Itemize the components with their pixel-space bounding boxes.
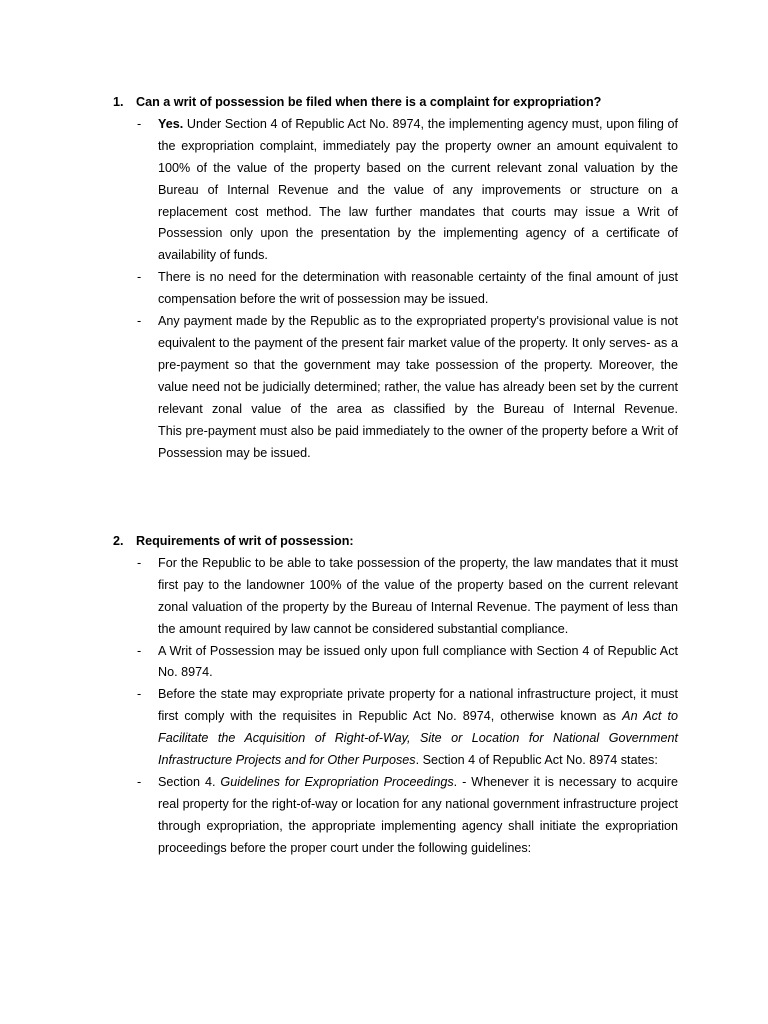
list-item bbox=[113, 772, 678, 860]
section-title: Guidelines for Expropriation Proceedings bbox=[220, 774, 454, 789]
paragraph-text: There is no need for the determination with reasonable certainty of the final amount of just compensation before the writ of possession may be issued. bbox=[158, 270, 678, 307]
bullet-list bbox=[113, 553, 678, 860]
bullet-dash: - bbox=[137, 687, 142, 702]
paragraph-text: . - Whenever it is necessary to acquire real property for the right-of-way or location for any national government infrastructure project through expropriation, the appropriate implementing agency shall initiate the expropriation proceedings before the proper court under the following guidelines: bbox=[158, 774, 678, 855]
paragraph-text: . Section 4 of Republic Act No. 8974 states: bbox=[415, 753, 658, 768]
paragraph-text: A Writ of Possession may be issued only upon full compliance with Section 4 of Republic Act No. 8974. bbox=[158, 643, 678, 680]
bullet-dash: - bbox=[137, 774, 142, 789]
question-2-section bbox=[113, 531, 678, 860]
heading-text: Can a writ of possession be filed when there is a complaint for expropriation? bbox=[136, 95, 602, 109]
list-item bbox=[113, 553, 678, 641]
act-title: An Act to Facilitate the Acquisition of Right-of-Way, Site or Location for National Government Infrastructure Projects and for Other Purposes bbox=[158, 709, 678, 768]
bullet-dash: - bbox=[137, 116, 142, 131]
paragraph-text: This pre-payment must also be paid immediately to the owner of the property before a Writ of Possession may be issued. bbox=[158, 423, 678, 460]
question-1-section bbox=[113, 92, 678, 464]
bold-lead: Yes. bbox=[158, 116, 184, 131]
question-2-heading bbox=[113, 531, 678, 553]
paragraph-text: Before the state may expropriate private property for a national infrastructure project, it must first comply with the requisites in Republic Act No. 8974, otherwise known as bbox=[158, 687, 678, 724]
bullet-dash: - bbox=[137, 314, 142, 329]
heading-number: 2. bbox=[113, 534, 124, 548]
bullet-dash: - bbox=[137, 555, 142, 570]
bullet-list bbox=[113, 114, 678, 465]
list-item bbox=[113, 311, 678, 464]
list-item bbox=[113, 641, 678, 685]
paragraph-text: Section 4. bbox=[158, 774, 221, 789]
heading-text: Requirements of writ of possession: bbox=[136, 534, 354, 548]
heading-number: 1. bbox=[113, 95, 124, 109]
bullet-dash: - bbox=[137, 643, 142, 658]
paragraph-text: For the Republic to be able to take possession of the property, the law mandates that it must first pay to the landowner 100% of the value of the property based on the current relevant zonal valuation of the property by the Bureau of Internal Revenue. The payment of less than the amount required by law cannot be considered substantial compliance. bbox=[158, 555, 678, 636]
question-1-heading bbox=[113, 92, 678, 114]
bullet-dash: - bbox=[137, 270, 142, 285]
paragraph-text: Under Section 4 of Republic Act No. 8974, the implementing agency must, upon filing of the expropriation complaint, immediately pay the property owner an amount equivalent to 100% of the value of the property based on the current relevant zonal valuation by the Bureau of Internal Revenue and the value of any improvements or structure on a replacement cost method. The law further mandates that courts may issue a Writ of Possession only upon the presentation by the implementing agency of a certificate of availability of funds. bbox=[158, 116, 678, 263]
list-item bbox=[113, 267, 678, 311]
paragraph-text: Any payment made by the Republic as to the expropriated property's provisional value is not equivalent to the payment of the present fair market value of the property. It only serves- as a pre-payment so that the government may take possession of the property. Moreover, the value need not be judicially determined; rather, the value has already been set by the current relevant zonal value of the area as classified by the Bureau of Internal Revenue. bbox=[158, 314, 678, 416]
list-item bbox=[113, 114, 678, 267]
list-item bbox=[113, 684, 678, 772]
